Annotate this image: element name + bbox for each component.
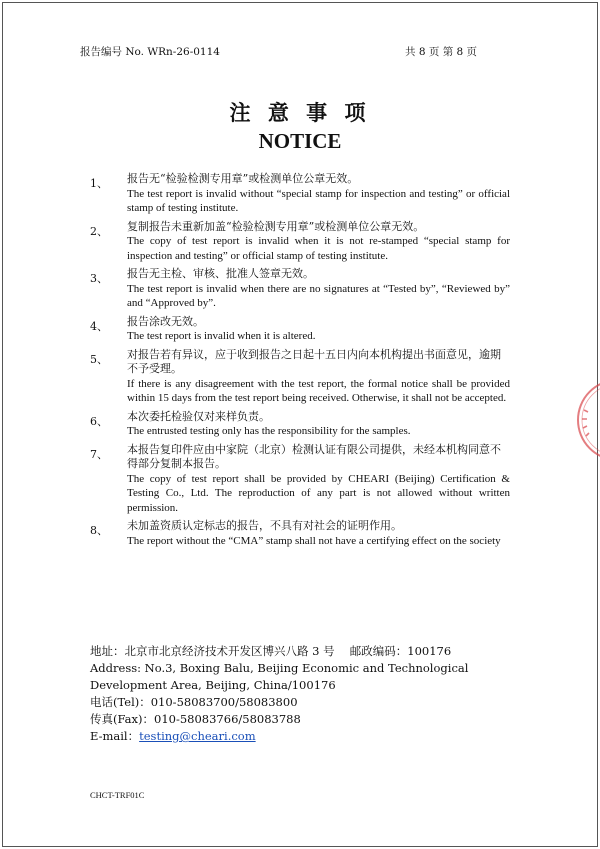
notice-item <box>90 172 510 216</box>
page-indicator: 共 8 页 第 8 页 <box>405 46 478 58</box>
seal-stamp-edge <box>570 375 600 465</box>
notice-text-english: The copy of test report shall be provided by CHEARI (Beijing) Certification & Testing Co., Ltd. The reproduction of any part is not allowed without written permission. <box>127 472 510 514</box>
address-english-line-2: Development Area, Beijing, China/100176 <box>90 678 336 692</box>
email-link[interactable]: testing@cheari.com <box>139 729 256 743</box>
notice-text-english: If there is any disagreement with the test report, the formal notice shall be provided within 15 days from the test report being received. Otherwise, it shall not be accepted. <box>127 377 510 404</box>
notice-number: 6、 <box>90 414 108 428</box>
title-english: NOTICE <box>258 129 342 153</box>
telephone: 电话(Tel)：010-58083700/58083800 <box>90 695 298 709</box>
notice-item <box>90 267 510 311</box>
notice-text-chinese: 本次委托检验仅对来样负责。 <box>127 409 270 423</box>
notice-text-chinese: 报告无“检验检测专用章”或检测单位公章无效。 <box>127 172 359 185</box>
report-number: 报告编号 No. WRn-26-0114 <box>80 46 220 58</box>
notice-item <box>90 220 510 264</box>
notice-item <box>90 315 510 344</box>
notice-item <box>90 519 510 548</box>
notice-text-english: The test report is invalid when there are no signatures at “Tested by”, “Reviewed by” and “Approved by”. <box>127 282 510 309</box>
notice-number: 1、 <box>90 177 108 190</box>
notice-text-chinese: 本报告复印件应由中家院（北京）检测认证有限公司提供，未经本机构同意不得部分复制本报告。 <box>127 442 501 470</box>
notice-text-chinese: 报告无主检、审核、批准人签章无效。 <box>127 267 314 280</box>
notice-text-chinese: 复制报告未重新加盖“检验检测专用章”或检测单位公章无效。 <box>127 219 425 233</box>
notice-text-english: The entrusted testing only has the responsibility for the samples. <box>127 425 411 437</box>
notice-text-chinese: 未加盖资质认定标志的报告，不具有对社会的证明作用。 <box>127 519 402 532</box>
contact-footer <box>90 643 520 745</box>
notice-item <box>90 443 510 516</box>
email-label: E-mail： <box>90 729 140 743</box>
notice-text-english: The test report is invalid without “special stamp for inspection and testing” or official stamp of testing institute. <box>127 187 510 214</box>
form-code: CHCT-TRF01C <box>90 790 145 800</box>
notice-list <box>90 172 510 548</box>
notice-text-english: The copy of test report is invalid when it is not re-stamped “special stamp for inspection and testing” or official stamp of testing institute. <box>127 235 510 262</box>
notice-number: 7、 <box>90 447 108 461</box>
notice-number: 5、 <box>90 352 108 366</box>
notice-text-english: The test report is invalid when it is altered. <box>127 330 316 342</box>
notice-text-chinese: 对报告若有异议，应于收到报告之日起十五日内向本机构提出书面意见，逾期不予受理。 <box>127 347 501 375</box>
fax: 传真(Fax)：010-58083766/58083788 <box>90 712 301 726</box>
address-english-line-1: Address: No.3, Boxing Balu, Beijing Economic and Technological <box>90 661 469 675</box>
notice-number: 4、 <box>90 319 108 333</box>
notice-item <box>90 410 510 439</box>
notice-item <box>90 348 510 406</box>
notice-text-chinese: 报告涂改无效。 <box>127 314 204 328</box>
notice-number: 8、 <box>90 524 108 537</box>
title-chinese: 注 意 事 项 <box>229 100 371 125</box>
address-chinese: 地址：北京市北京经济技术开发区博兴八路 3 号 邮政编码：100176 <box>90 644 452 658</box>
email-row <box>90 728 520 745</box>
notice-number: 2、 <box>90 224 108 238</box>
notice-number: 3、 <box>90 272 108 285</box>
notice-text-english: The report without the “CMA” stamp shall not have a certifying effect on the society <box>127 534 501 547</box>
